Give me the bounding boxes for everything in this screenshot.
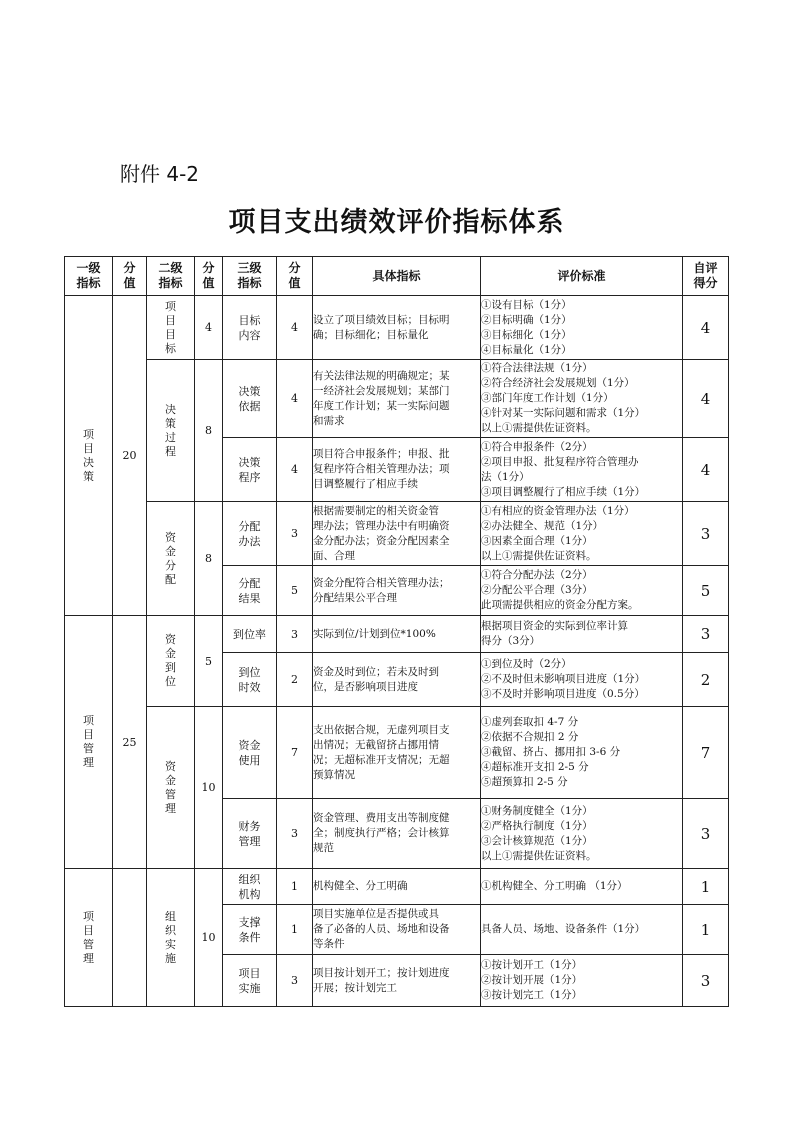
header-level3: 三级 指标 [223,257,277,296]
self-score: 3 [683,799,729,869]
level3-score: 5 [277,566,313,616]
self-score: 5 [683,566,729,616]
header-score1: 分 值 [113,257,147,296]
table-row [65,502,729,566]
level3-score: 3 [277,502,313,566]
level3-score: 4 [277,438,313,502]
level3-cell: 组织 机构 [223,869,277,905]
level2-cell: 资金到位 [147,616,195,707]
header-score2: 分 值 [195,257,223,296]
level3-cell: 分配 结果 [223,566,277,616]
self-score: 2 [683,653,729,707]
criteria-cell: ①符合分配办法（2分） ②分配公平合理（3分） 此项需提供相应的资金分配方案。 [481,566,683,616]
table-row [65,616,729,653]
level3-cell: 项目 实施 [223,955,277,1007]
level3-cell: 到位率 [223,616,277,653]
level1-cell: 项目决策 [65,296,113,616]
specific-cell: 资金分配符合相关管理办法； 分配结果公平合理 [313,566,481,616]
level2-cell: 项目目标 [147,296,195,360]
level3-cell: 资金 使用 [223,707,277,799]
document-title: 项目支出绩效评价指标体系 [228,207,565,238]
level1-cell: 项目管理 [65,616,113,869]
level3-score: 2 [277,653,313,707]
criteria-cell: ①虚列套取扣 4-7 分 ②依据不合规扣 2 分 ③截留、挤占、挪用扣 3-6 分 ④超标准开支扣 2-5 分 ⑤超预算扣 2-5 分 [481,707,683,799]
self-score: 1 [683,869,729,905]
specific-cell: 机构健全、分工明确 [313,869,481,905]
header-row [65,257,729,296]
header-level1: 一级 指标 [65,257,113,296]
table-row [65,707,729,799]
level3-score: 1 [277,905,313,955]
level3-cell: 决策 程序 [223,438,277,502]
self-score: 4 [683,360,729,438]
criteria-cell: ①按计划开工（1分） ②按计划开展（1分） ③按计划完工（1分） [481,955,683,1007]
self-score: 1 [683,905,729,955]
level3-cell: 目标 内容 [223,296,277,360]
self-score: 3 [683,502,729,566]
level3-cell: 分配 办法 [223,502,277,566]
level2-score: 10 [195,707,223,869]
level1-score: 25 [113,616,147,869]
level3-score: 3 [277,955,313,1007]
level1-score: 20 [113,296,147,616]
header-level2: 二级 指标 [147,257,195,296]
level2-cell: 资金管理 [147,707,195,869]
level3-cell: 支撑 条件 [223,905,277,955]
level2-score: 8 [195,502,223,616]
self-score: 4 [683,438,729,502]
level3-score: 7 [277,707,313,799]
specific-cell: 资金管理、费用支出等制度健 全；制度执行严格；会计核算 规范 [313,799,481,869]
level2-cell: 决策过程 [147,360,195,502]
specific-cell: 根据需要制定的相关资金管 理办法；管理办法中有明确资 金分配办法；资金分配因素全 面、合理 [313,502,481,566]
level3-score: 3 [277,799,313,869]
level3-score: 4 [277,296,313,360]
specific-cell: 资金及时到位；若未及时到 位，是否影响项目进度 [313,653,481,707]
criteria-cell: ①财务制度健全（1分） ②严格执行制度（1分） ③会计核算规范（1分） 以上①需提供佐证资料。 [481,799,683,869]
specific-cell: 支出依据合规，无虚列项目支 出情况；无截留挤占挪用情 况；无超标准开支情况；无超 预算情况 [313,707,481,799]
criteria-cell: ①有相应的资金管理办法（1分） ②办法健全、规范（1分） ③因素全面合理（1分） 以上①需提供佐证资料。 [481,502,683,566]
indicator-table [64,256,729,1007]
criteria-cell: ①设有目标（1分） ②目标明确（1分） ③目标细化（1分） ④目标量化（1分） [481,296,683,360]
self-score: 4 [683,296,729,360]
self-score: 3 [683,616,729,653]
specific-cell: 设立了项目绩效目标；目标明 确；目标细化；目标量化 [313,296,481,360]
specific-cell: 项目实施单位是否提供或具 备了必备的人员、场地和设备 等条件 [313,905,481,955]
self-score: 7 [683,707,729,799]
table-row [65,296,729,360]
criteria-cell: ①机构健全、分工明确 （1分） [481,869,683,905]
table-row [65,360,729,438]
criteria-cell: ①到位及时（2分） ②不及时但未影响项目进度（1分） ③不及时并影响项目进度（0.5分） [481,653,683,707]
level1-score [113,869,147,1007]
header-self-score: 自评 得分 [683,257,729,296]
header-criteria: 评价标准 [481,257,683,296]
level3-cell: 财务 管理 [223,799,277,869]
specific-cell: 项目符合申报条件；申报、批 复程序符合相关管理办法；项 目调整履行了相应手续 [313,438,481,502]
specific-cell: 实际到位/计划到位*100% [313,616,481,653]
specific-cell: 有关法律法规的明确规定；某 一经济社会发展规划；某部门 年度工作计划；某一实际问题 和需求 [313,360,481,438]
level3-score: 4 [277,360,313,438]
level2-score: 5 [195,616,223,707]
level3-score: 3 [277,616,313,653]
level2-cell: 组织实施 [147,869,195,1007]
level2-score: 8 [195,360,223,502]
criteria-cell: ①符合申报条件（2分） ②项目申报、批复程序符合管理办 法（1分） ③项目调整履行了相应手续（1分） [481,438,683,502]
self-score: 3 [683,955,729,1007]
level2-score: 4 [195,296,223,360]
header-score3: 分 值 [277,257,313,296]
level2-score: 10 [195,869,223,1007]
level1-cell: 项目管理 [65,869,113,1007]
criteria-cell: 根据项目资金的实际到位率计算 得分（3分） [481,616,683,653]
level3-cell: 决策 依据 [223,360,277,438]
attachment-label: 附件 4-2 [120,162,200,186]
criteria-cell: 具备人员、场地、设备条件（1分） [481,905,683,955]
header-specific: 具体指标 [313,257,481,296]
specific-cell: 项目按计划开工；按计划进度 开展；按计划完工 [313,955,481,1007]
level3-score: 1 [277,869,313,905]
criteria-cell: ①符合法律法规（1分） ②符合经济社会发展规划（1分） ③部门年度工作计划（1分） ④针对某一实际问题和需求（1分） 以上①需提供佐证资料。 [481,360,683,438]
level2-cell: 资金分配 [147,502,195,616]
table-row [65,869,729,905]
level3-cell: 到位 时效 [223,653,277,707]
